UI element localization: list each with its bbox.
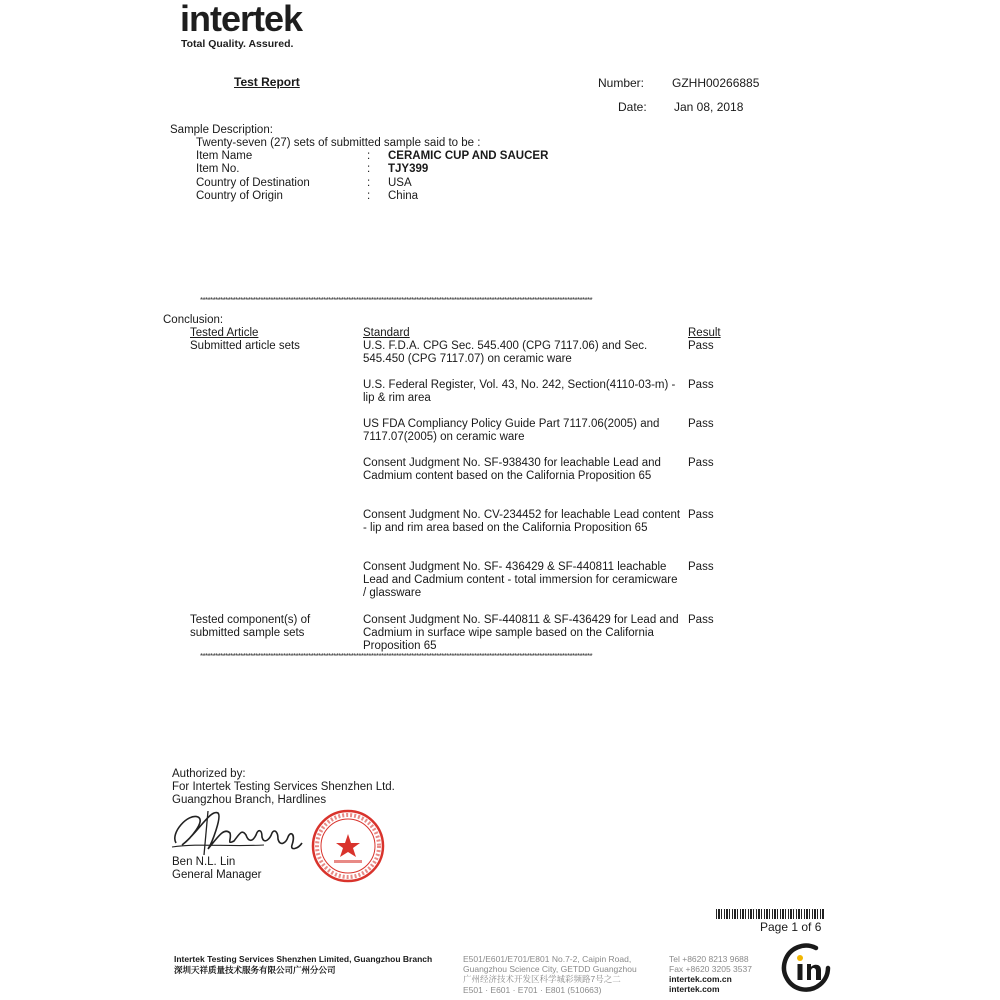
column-header-article: Tested Article [190, 327, 259, 339]
intertek-in-logo-icon [776, 938, 836, 998]
result-text: Pass [688, 561, 714, 573]
result-text: Pass [688, 614, 714, 626]
field-label: Item No. [196, 163, 240, 175]
standard-text: Consent Judgment No. SF-938430 for leachable Lead and Cadmium content based on the California Proposition 65 [363, 457, 661, 482]
footer-website: intertek.com [669, 984, 720, 994]
footer-tel: Tel +8620 8213 9688 [669, 954, 749, 964]
date-label: Date: [618, 100, 647, 114]
field-colon: : [367, 163, 371, 175]
number-label: Number: [598, 76, 645, 90]
footer-address-line: E501 · E601 · E701 · E801 (510663) [463, 985, 602, 995]
report-number: GZHH00266885 [672, 76, 760, 90]
report-date: Jan 08, 2018 [674, 100, 744, 114]
footer-website-cn: intertek.com.cn [669, 974, 732, 984]
signer-title: General Manager [172, 869, 262, 881]
footer-company-en: Intertek Testing Services Shenzhen Limited, Guangzhou Branch [174, 954, 433, 964]
report-title: Test Report [234, 75, 300, 89]
result-text: Pass [688, 418, 714, 430]
footer-address-line: Guangzhou Science City, GETDD Guangzhou [463, 964, 637, 974]
field-colon: : [367, 177, 371, 189]
tested-article: Tested component(s) of submitted sample sets [190, 614, 311, 639]
field-label: Country of Destination [196, 177, 310, 189]
column-header-result: Result [688, 327, 721, 339]
result-text: Pass [688, 457, 714, 469]
signature-image [168, 803, 308, 861]
authorized-branch: Guangzhou Branch, Hardlines [172, 794, 327, 806]
authorized-company: For Intertek Testing Services Shenzhen Ltd. [172, 781, 395, 793]
barcode-image [716, 909, 824, 919]
footer-address-line: 广州经济技术开发区科学城彩频路7号之二 [463, 974, 621, 984]
separator-bottom: ************************************************************************************************************************************************************ [200, 653, 593, 661]
separator-top: ************************************************************************************************************************************************************ [200, 297, 593, 305]
standard-text: U.S. F.D.A. CPG Sec. 545.400 (CPG 7117.06) and Sec. 545.450 (CPG 7117.07) on ceramic ware [363, 340, 648, 365]
page-number: Page 1 of 6 [760, 920, 822, 934]
standard-text: U.S. Federal Register, Vol. 43, No. 242, Section(4110-03-m) - lip & rim area [363, 379, 676, 404]
tested-article: Submitted article sets [190, 340, 300, 352]
standard-text: US FDA Compliancy Policy Guide Part 7117.06(2005) and 7117.07(2005) on ceramic ware [363, 418, 660, 443]
field-label: Item Name [196, 150, 253, 162]
intertek-logo: intertek [180, 0, 303, 39]
result-text: Pass [688, 509, 714, 521]
standard-text: Consent Judgment No. CV-234452 for leachable Lead content - lip and rim area based on the California Proposition 65 [363, 509, 681, 534]
authorized-by: Authorized by: [172, 768, 246, 780]
standard-text: Consent Judgment No. SF- 436429 & SF-440811 leachable Lead and Cadmium content - total immersion for ceramicware / glassware [363, 561, 678, 599]
origin-value: China [388, 190, 419, 202]
standard-text: Consent Judgment No. SF-440811 & SF-436429 for Lead and Cadmium in surface wipe sample based on the California Proposition 65 [363, 614, 679, 652]
result-text: Pass [688, 340, 714, 352]
destination-value: USA [388, 177, 412, 189]
field-colon: : [367, 150, 371, 162]
logo-tagline: Total Quality. Assured. [181, 38, 294, 50]
result-text: Pass [688, 379, 714, 391]
footer-address-line: E501/E601/E701/E801 No.7-2, Caipin Road, [463, 954, 632, 964]
column-header-standard: Standard [363, 327, 410, 339]
company-seal [310, 808, 386, 884]
signer-name: Ben N.L. Lin [172, 856, 236, 868]
item-no-value: TJY399 [388, 163, 429, 175]
footer-fax: Fax +8620 3205 3537 [669, 964, 752, 974]
sample-heading: Sample Description: [170, 124, 273, 136]
field-label: Country of Origin [196, 190, 283, 202]
sample-intro: Twenty-seven (27) sets of submitted sample said to be : [196, 137, 481, 149]
footer-company-cn: 深圳天祥质量技术服务有限公司广州分公司 [174, 965, 336, 975]
conclusion-heading: Conclusion: [163, 314, 224, 326]
item-name-value: CERAMIC CUP AND SAUCER [388, 150, 549, 162]
field-colon: : [367, 190, 371, 202]
